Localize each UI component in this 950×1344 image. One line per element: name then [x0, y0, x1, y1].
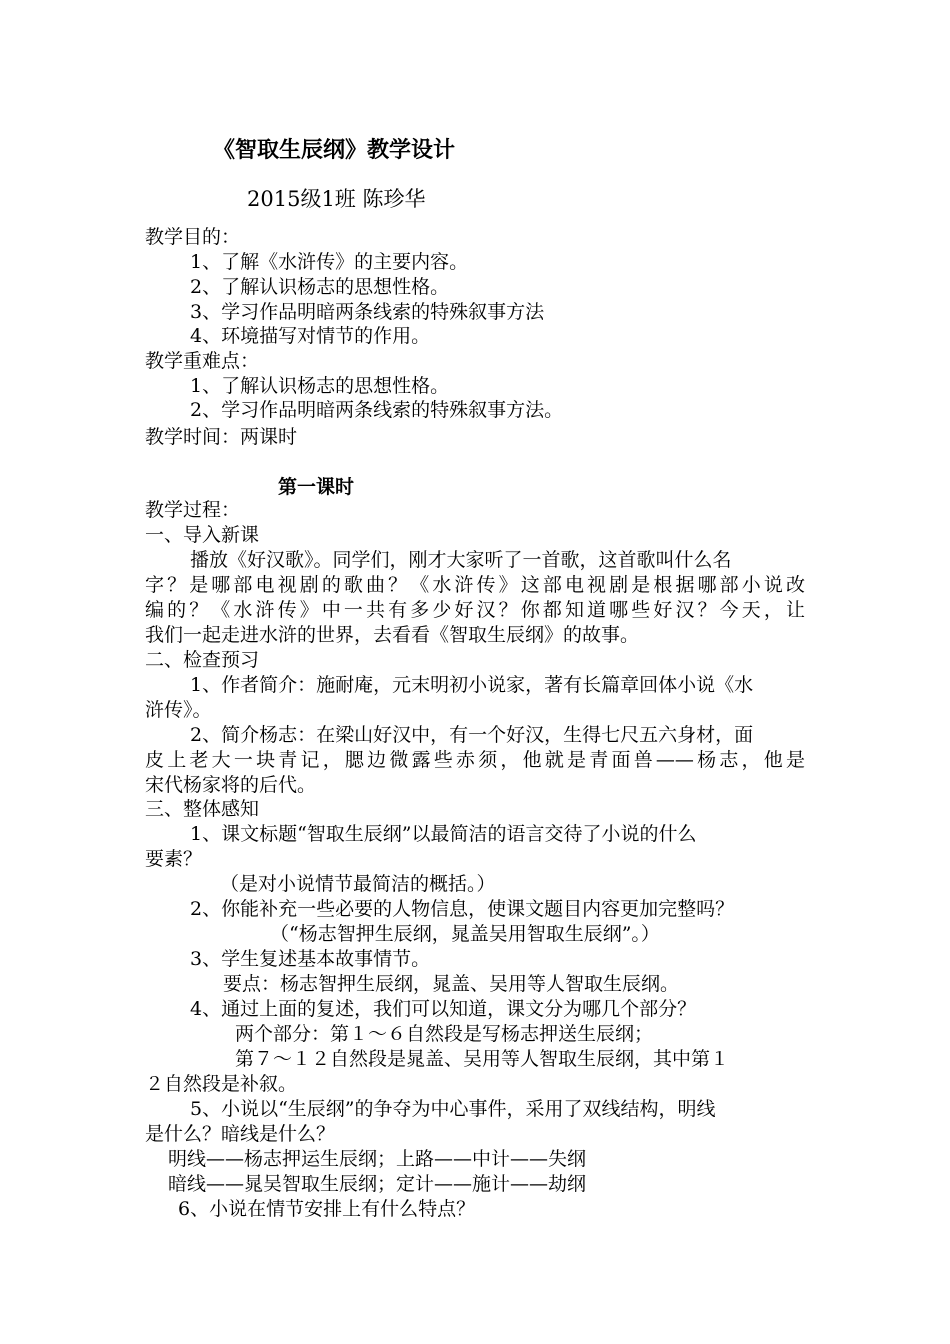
paragraph-line: 2、你能补充一些必要的人物信息，使课文题目内容更加完整吗？	[190, 898, 735, 920]
paragraph-line: 皮上老大一块青记，腮边微露些赤须，他就是青面兽——杨志，他是	[145, 749, 805, 771]
objectives-heading: 教学目的：	[145, 226, 241, 248]
paragraph-line: 4、通过上面的复述，我们可以知道，课文分为哪几个部分？	[190, 998, 697, 1020]
paragraph-line: 1、课文标题“智取生辰纲”以最简洁的语言交待了小说的什么	[190, 823, 697, 845]
document-title: 《智取生辰纲》教学设计	[213, 137, 456, 163]
section-heading: 三、整体感知	[145, 798, 260, 820]
author-line: 2015级1班 陈珍华	[247, 187, 426, 211]
paragraph-line: 是什么？暗线是什么？	[145, 1123, 336, 1145]
paragraph-line: 浒传》。	[145, 699, 212, 721]
paragraph-line: 2、简介杨志：在梁山好汉中，有一个好汉，生得七尺五六身材，面	[190, 724, 754, 746]
paragraph-line: ２自然段是补叙。	[145, 1073, 298, 1095]
paragraph-line: 6、小说在情节安排上有什么特点？	[178, 1198, 476, 1220]
teaching-time: 教学时间：两课时	[145, 426, 298, 448]
section-heading: 二、检查预习	[145, 649, 260, 671]
objective-item: 1、了解《水浒传》的主要内容。	[190, 251, 469, 273]
paragraph-line: 宋代杨家将的后代。	[145, 774, 317, 796]
paragraph-line: 两个部分：第１～６自然段是写杨志押送生辰纲；	[235, 1023, 654, 1045]
paragraph-line: 要点：杨志智押生辰纲，晁盖、吴用等人智取生辰纲。	[223, 973, 680, 995]
process-heading: 教学过程：	[145, 499, 241, 521]
paragraph-line: 要素？	[145, 848, 203, 870]
paragraph-line: 我们一起走进水浒的世界，去看看《智取生辰纲》的故事。	[145, 624, 640, 646]
paragraph-line: 明线——杨志押运生辰纲；上路——中计——失纲	[168, 1148, 587, 1170]
paragraph-line: 暗线——晁吴智取生辰纲；定计——施计——劫纲	[168, 1173, 587, 1195]
difficulty-item: 2、学习作品明暗两条线索的特殊叙事方法。	[190, 399, 564, 421]
paragraph-line: 5、小说以“生辰纲”的争夺为中心事件，采用了双线结构，明线	[190, 1098, 716, 1120]
paragraph-line: 播放《好汉歌》。同学们，刚才大家听了一首歌，这首歌叫什么名	[190, 549, 732, 571]
paragraph-line: 第７～１２自然段是晁盖、吴用等人智取生辰纲，其中第１	[235, 1048, 730, 1070]
objective-item: 4、环境描写对情节的作用。	[190, 325, 431, 347]
paragraph-line: 3、学生复述基本故事情节。	[190, 948, 431, 970]
lesson-heading: 第一课时	[278, 476, 355, 498]
difficulty-item: 1、了解认识杨志的思想性格。	[190, 375, 450, 397]
section-heading: 一、导入新课	[145, 524, 260, 546]
paragraph-line: 编的？《水浒传》中一共有多少好汉？你都知道哪些好汉？今天，让	[145, 599, 805, 621]
paragraph-line: （是对小说情节最简洁的概括。）	[220, 873, 496, 895]
difficulties-heading: 教学重难点：	[145, 350, 260, 372]
objective-item: 2、了解认识杨志的思想性格。	[190, 276, 450, 298]
paragraph-line: 1、作者简介：施耐庵，元末明初小说家，著有长篇章回体小说《水	[190, 674, 754, 696]
objective-item: 3、学习作品明暗两条线索的特殊叙事方法	[190, 301, 545, 323]
paragraph-line: 字？是哪部电视剧的歌曲？《水浒传》这部电视剧是根据哪部小说改	[145, 574, 805, 596]
paragraph-line: （“杨志智押生辰纲，晁盖吴用智取生辰纲”。）	[270, 923, 660, 945]
